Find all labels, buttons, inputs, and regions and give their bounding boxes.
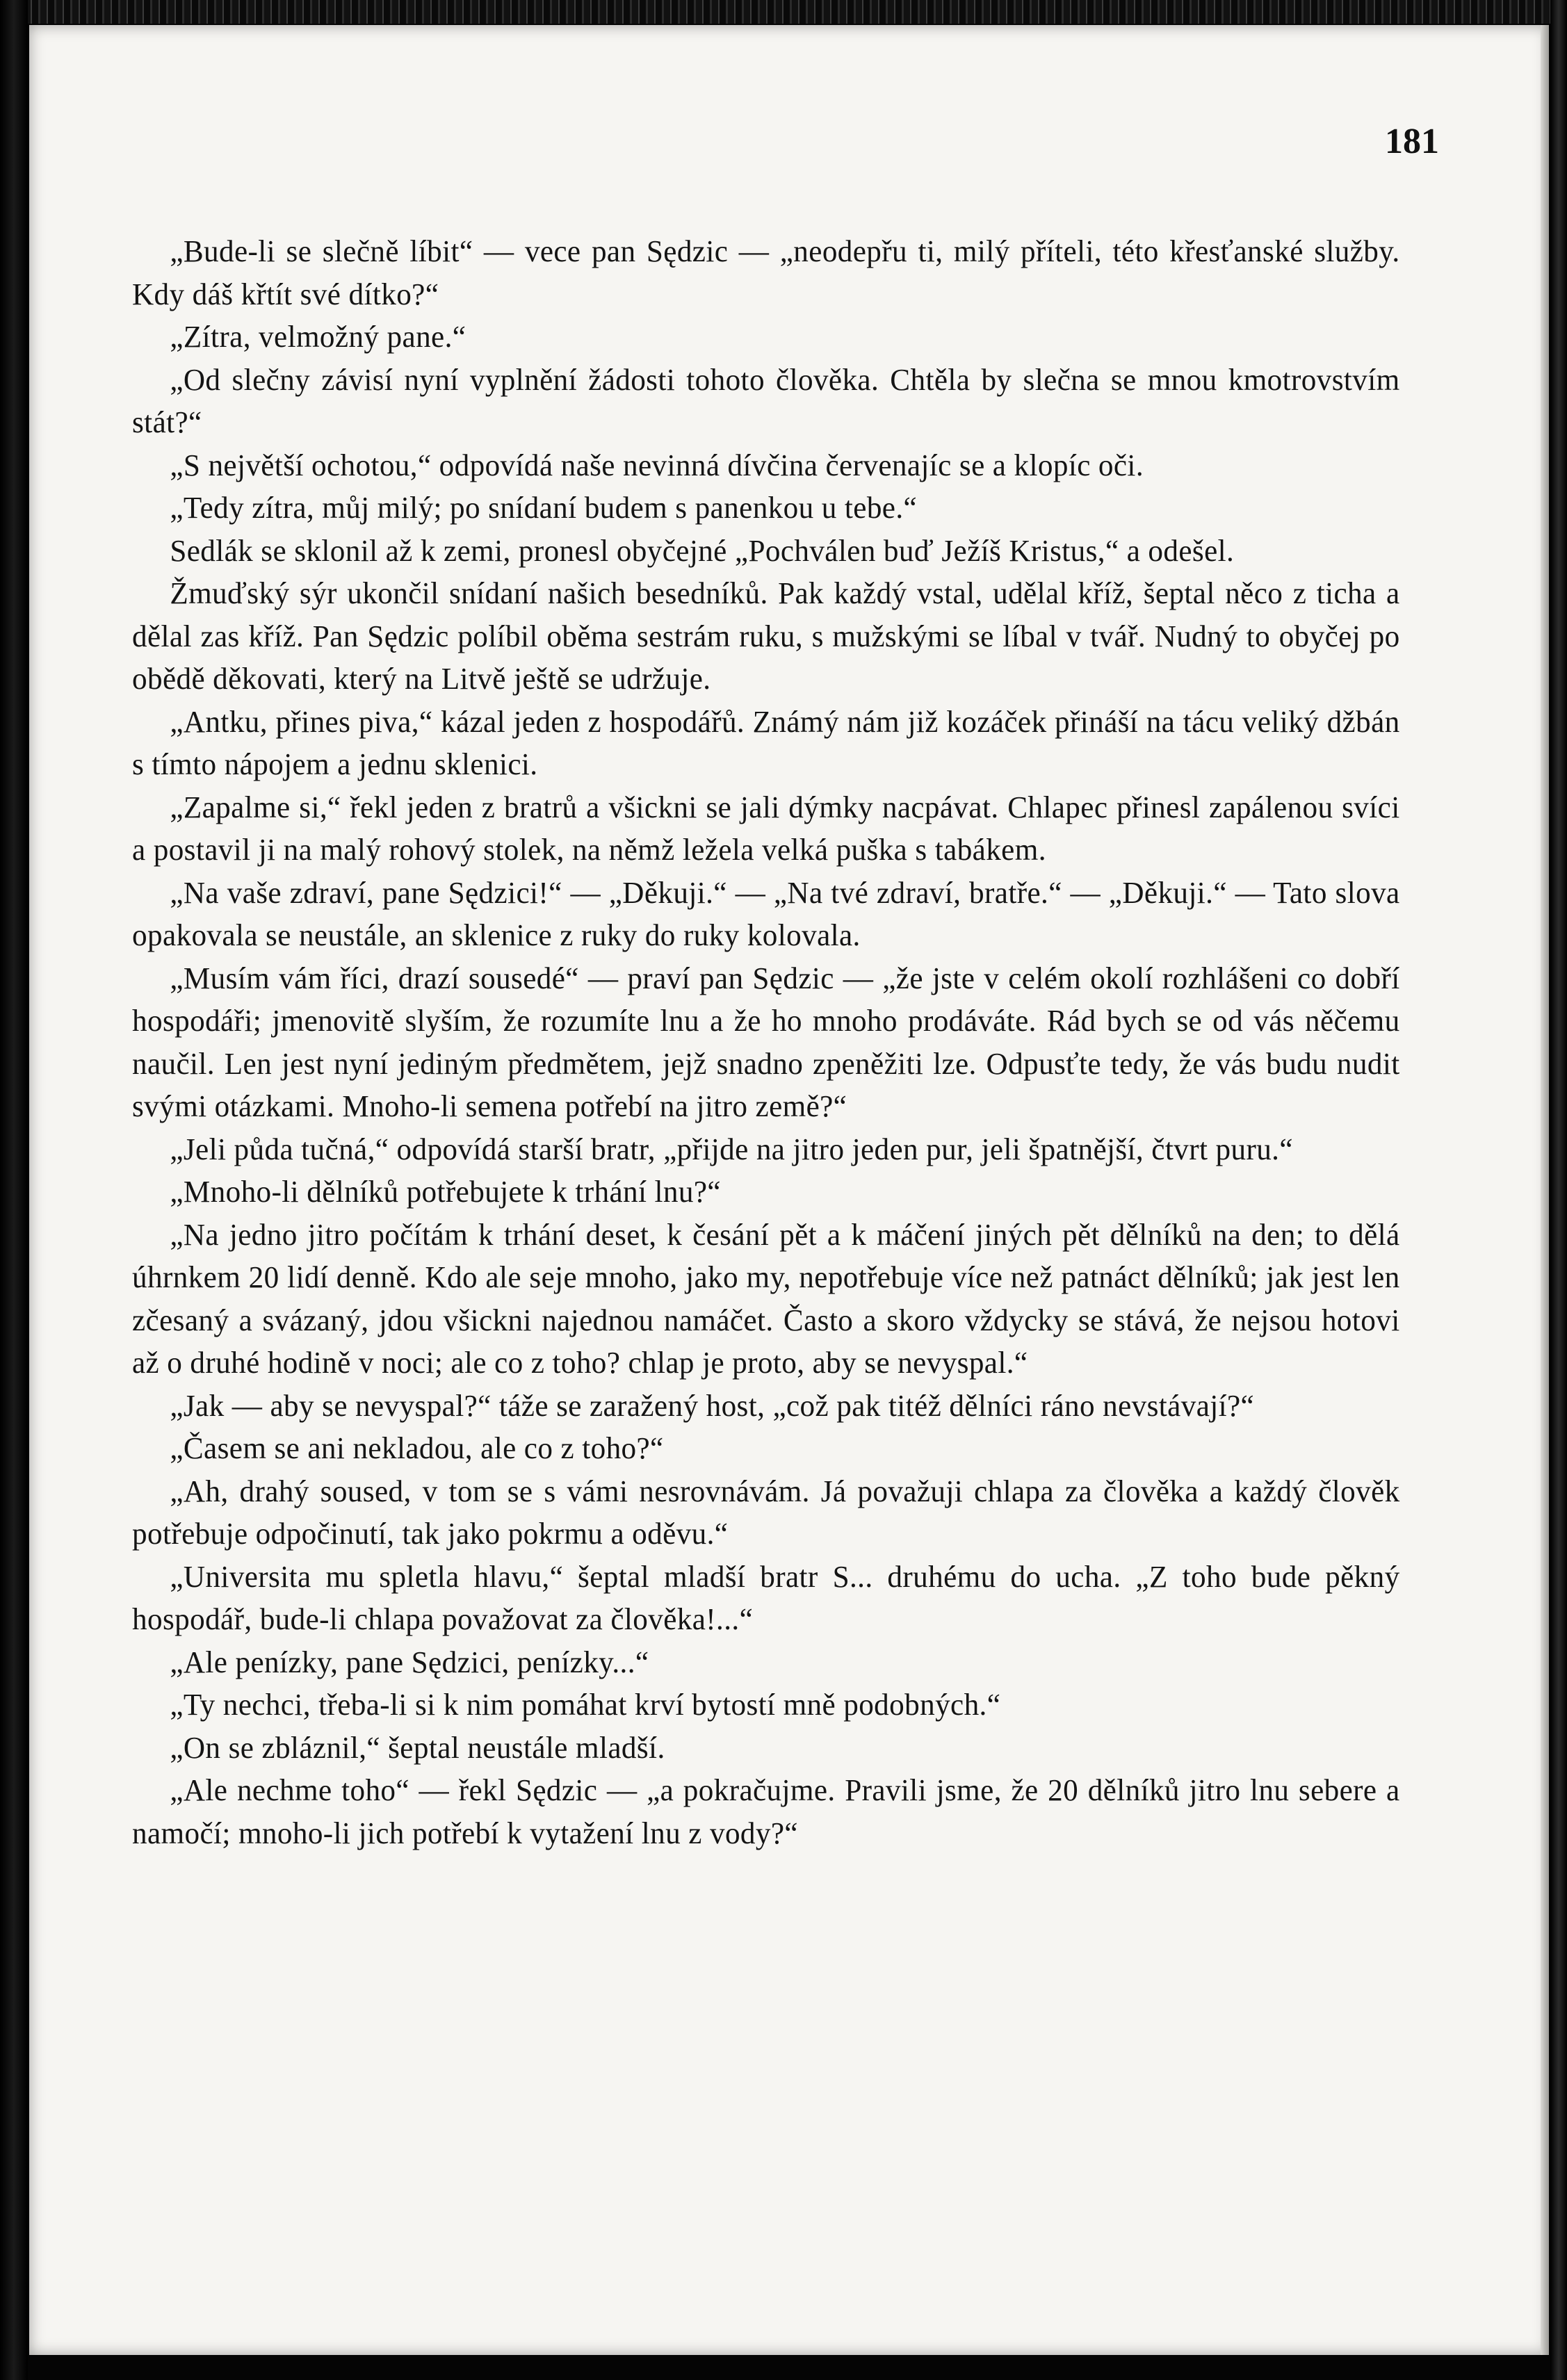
paragraph: „Ale penízky, pane Sędzici, penízky...“ — [170, 1644, 649, 1679]
scan-top-edge — [0, 0, 1567, 24]
paragraph: „Ale nechme toho“ — řekl Sędzic — „a pokračujme. Pravili jsme, že 20 dělníků jitro lnu sebere a namočí; mnoho-li jich potřebí k vytažení lnu z vody?“ — [132, 1772, 1400, 1850]
paragraph: „Bude-li se slečně líbit“ — vece pan Sędzic — „neodepřu ti, milý příteli, této křesťanské služby. Kdy dáš křtít své dítko?“ — [132, 234, 1400, 311]
paragraph: „Tedy zítra, můj milý; po snídaní budem s panenkou u tebe.“ — [170, 490, 918, 525]
page-edge — [1541, 25, 1549, 2355]
paragraph: „Jak — aby se nevyspal?“ táže se zaražený host, „což pak titéž dělníci ráno nevstávají?“ — [170, 1387, 1255, 1423]
paragraph: „Na vaše zdraví, pane Sędzici!“ — „Děkuji.“ — „Na tvé zdraví, bratře.“ — „Děkuji.“ — Tato slova opakovala se neustále, an sklenice z ruky do ruky kolovala. — [132, 874, 1400, 952]
paragraph: Žmuďský sýr ukončil snídaní našich besedníků. Pak každý vstal, udělal kříž, šeptal něco z ticha a dělal zas kříž. Pan Sędzic políbil oběma sestrám ruku, s mužskými se líbal v tvář. Nudný to obyčej po obědě děkovati, který na Litvě ještě se udržuje. — [132, 576, 1400, 696]
paragraph: „Antku, přines piva,“ kázal jeden z hospodářů. Známý nám již kozáček přináší na tácu veliký džbán s tímto nápojem a jednu sklenici. — [132, 703, 1400, 781]
paragraph: „Na jedno jitro počítám k trhání deset, k česání pět a k máčení jiných pět dělníků na den; to dělá úhrnkem 20 lidí denně. Kdo ale seje mnoho, jako my, nepotřebuje více než patnáct dělníků; jak jest len zčesaný a svázaný, jdou všickni najednou namáčet. Často a skoro vždycky se stává, že nejsou hotovi až o druhé hodině v noci; ale co z toho? chlap je proto, aby se nevyspal.“ — [132, 1216, 1400, 1380]
scan-right-edge — [1550, 0, 1567, 2380]
paragraph: „S největší ochotou,“ odpovídá naše nevinná dívčina červenajíc se a klopíc oči. — [170, 447, 1144, 482]
paragraph: „Ah, drahý soused, v tom se s vámi nesrovnávám. Já považuji chlapa za člověka a každý člověk potřebuje odpočinutí, tak jako pokrmu a oděvu.“ — [132, 1473, 1400, 1551]
paragraph: „Universita mu spletla hlavu,“ šeptal mladší bratr S... druhému do ucha. „Z toho bude pěkný hospodář, bude-li chlapa považovat za člověka!...“ — [132, 1558, 1400, 1636]
paragraph: „On se zbláznil,“ šeptal neustále mladší. — [170, 1729, 665, 1765]
scan-left-edge — [0, 0, 28, 2380]
paragraph: „Mnoho-li dělníků potřebujete k trhání lnu?“ — [170, 1174, 721, 1209]
paragraph: Sedlák se sklonil až k zemi, pronesl obyčejné „Pochválen buď Ježíš Kristus,“ a odešel. — [170, 532, 1235, 568]
paragraph: „Jeli půda tučná,“ odpovídá starší bratr, „přijde na jitro jeden pur, jeli špatnější, čtvrt puru.“ — [170, 1131, 1293, 1166]
page-number: 181 — [1385, 122, 1439, 161]
paragraph: „Ty nechci, třeba-li si k nim pomáhat krví bytostí mně podobných.“ — [170, 1687, 1001, 1722]
paragraph: „Zapalme si,“ řekl jeden z bratrů a všickni se jali dýmky nacpávat. Chlapec přinesl zapálenou svíci a postavil ji na malý rohový stolek, na němž ležela velká puška s tabákem. — [132, 789, 1400, 867]
paragraph: „Časem se ani nekladou, ale co z toho?“ — [170, 1431, 664, 1465]
book-page — [29, 25, 1549, 2355]
page-text — [132, 230, 1400, 1855]
paragraph: „Od slečny závisí nyní vyplnění žádosti tohoto člověka. Chtěla by slečna se mnou kmotrovstvím stát?“ — [132, 361, 1400, 439]
paragraph: „Zítra, velmožný pane.“ — [170, 319, 466, 354]
paragraph: „Musím vám říci, drazí sousedé“ — praví pan Sędzic — „že jste v celém okolí rozhlášeni co dobří hospodáři; jmenovitě slyším, že rozumíte lnu a že ho mnoho prodáváte. Rád bych se od vás něčemu naučil. Len jest nyní jediným předmětem, jejž snadno zpeněžiti lze. Odpusťte tedy, že vás budu nudit svými otázkami. Mnoho-li semena potřebí na jitro země?“ — [132, 960, 1400, 1123]
